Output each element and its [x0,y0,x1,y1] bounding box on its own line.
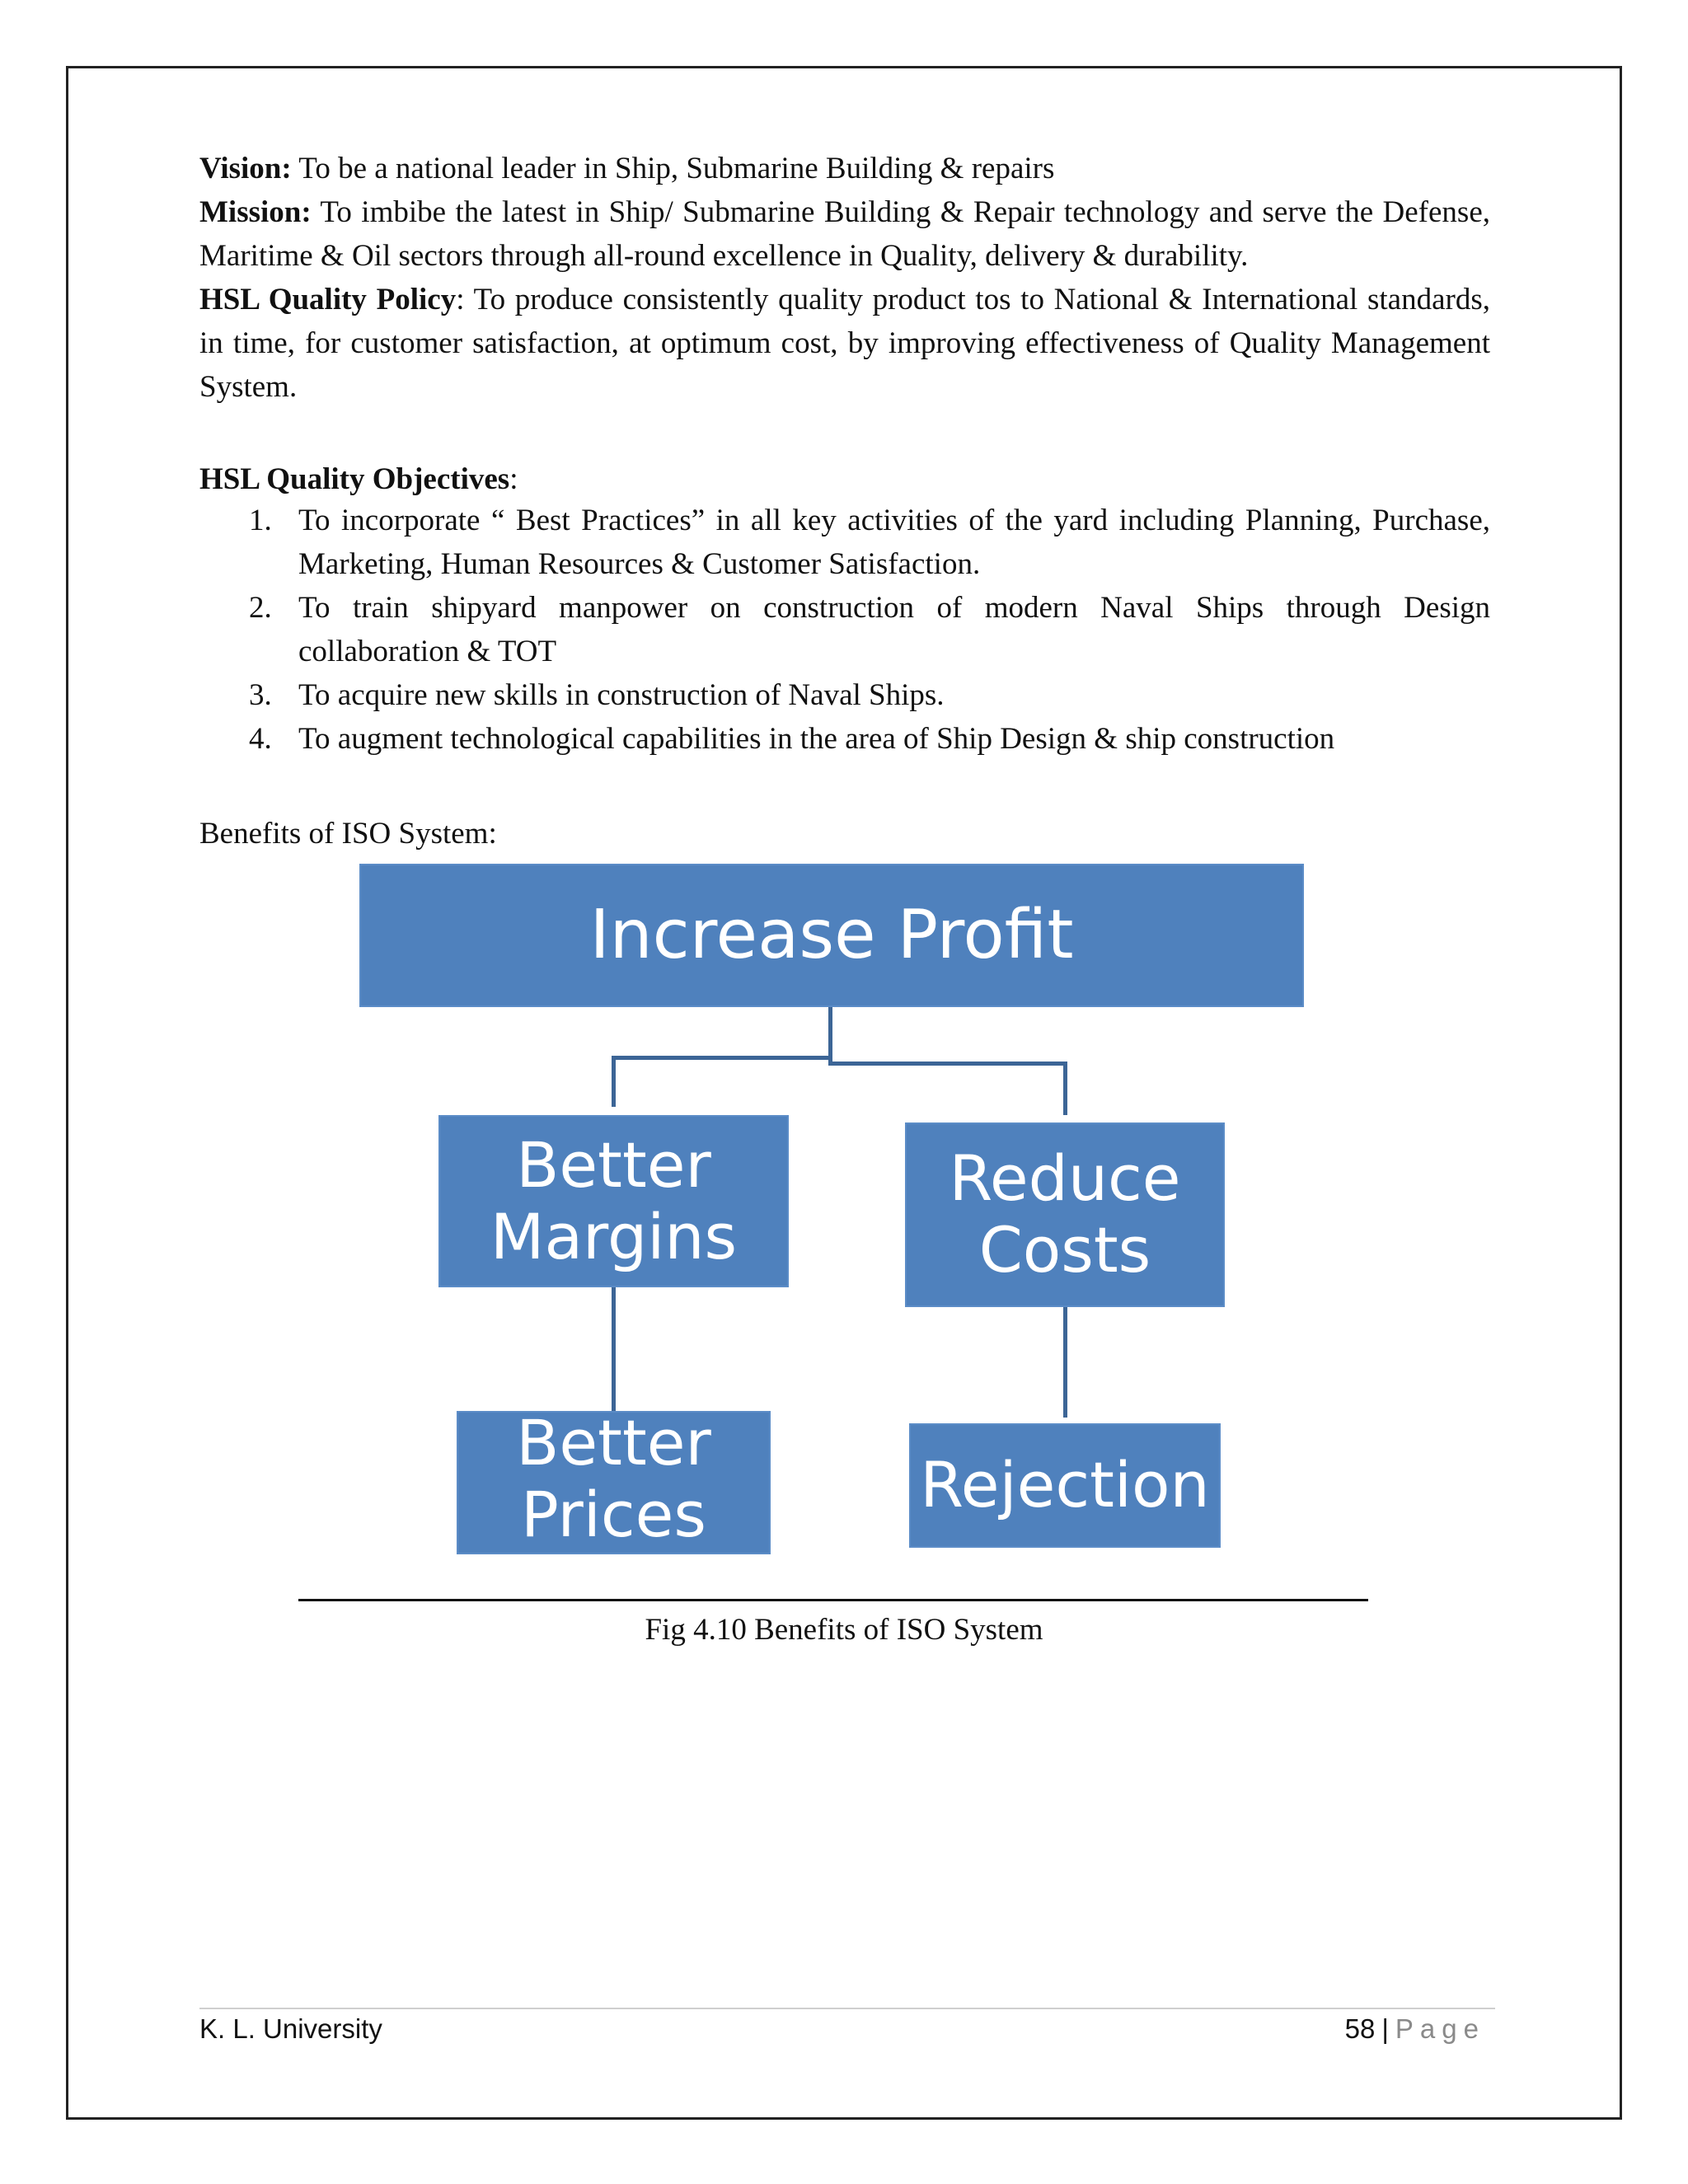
list-item-text: To augment technological capabilities in the area of Ship Design & ship construction [298,722,1335,756]
mission-statement [199,190,1490,278]
better-margins-line2: Margins [490,1199,738,1273]
footer-rule [199,2008,1495,2009]
increase-profit-box [359,864,1304,1007]
objectives-list [199,499,1490,761]
reduce-costs-line2: Costs [978,1213,1151,1286]
better-margins-box [438,1115,789,1287]
quality-policy-text: : To produce consistently quality product tos to National & International standards, in time, for customer satisfaction, at optimum cost, by improving effectiveness of Quality Management System. [199,283,1490,404]
list-item-number: 1. [249,504,272,537]
vision-statement [199,147,1490,190]
list-item-text: To acquire new skills in construction of Naval Ships. [298,678,945,712]
footer-page-info [1345,2011,1485,2047]
rejection-box [909,1423,1221,1548]
better-prices-line1: Better [516,1411,711,1479]
rejection-label: Rejection [920,1448,1210,1522]
vision-text: To be a national leader in Ship, Submarine Building & repairs [291,152,1055,185]
objectives-heading-suffix: : [509,462,518,496]
list-item [199,586,1490,673]
connector-right-branch [828,1062,1067,1066]
quality-policy-statement [199,278,1490,409]
list-item-number: 4. [249,722,272,756]
list-item [199,499,1490,586]
better-prices-box [457,1411,771,1554]
mission-text: To imbibe the latest in Ship/ Submarine Building & Repair technology and serve the Defense, Maritime & Oil sectors through all-round excellence in Quality, delivery & durability. [199,195,1490,273]
statements [199,147,1490,409]
objectives-heading [199,457,518,501]
better-prices-line2: Prices [521,1477,706,1551]
caption-rule [298,1599,1368,1601]
reduce-costs-box [905,1122,1225,1307]
connector-root-stem [828,1007,832,1063]
figure-caption: Fig 4.10 Benefits of ISO System [645,1613,1043,1647]
vision-label: Vision: [199,152,292,185]
connector-right-drop [1063,1062,1067,1115]
mission-label: Mission: [199,195,312,229]
connector-right-lower [1063,1307,1067,1418]
objectives-heading-text: HSL Quality Objectives [199,462,510,496]
page-word: Page [1395,2013,1485,2044]
list-item-number: 2. [249,591,272,625]
list-item [199,673,1490,717]
list-item-number: 3. [249,678,272,712]
increase-profit-label: Increase Profit [589,896,1074,975]
list-item-text: To incorporate “ Best Practices” in all key activities of the yard including Planning, Purchase, Marketing, Human Resources & Customer Satisfaction. [298,504,1490,581]
connector-left-drop [612,1056,616,1107]
benefits-label: Benefits of ISO System: [199,817,497,851]
quality-policy-label: HSL Quality Policy [199,283,457,316]
list-item [199,717,1490,761]
list-item-text: To train shipyard manpower on construction of modern Naval Ships through Design collaboration & TOT [298,591,1490,668]
connector-left-lower [612,1287,616,1411]
better-margins-line1: Better [516,1127,711,1202]
page-number: 58 [1344,2013,1376,2044]
footer-university: K. L. University [199,2013,382,2044]
page-separator: | [1381,2013,1389,2044]
reduce-costs-line1: Reduce [949,1141,1181,1216]
connector-left-branch [612,1056,832,1060]
